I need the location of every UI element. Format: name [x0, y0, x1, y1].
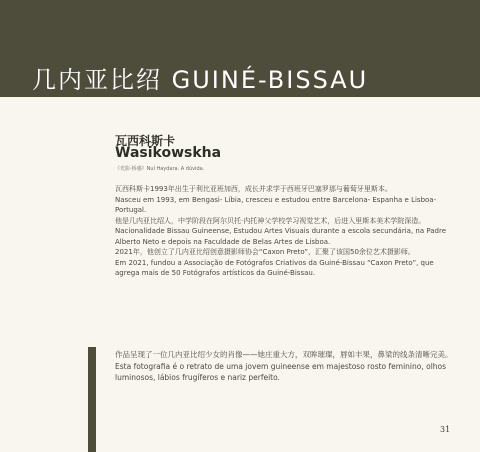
artist-name-chinese: 瓦西科斯卡 — [115, 134, 176, 148]
bio-education-pt: Nacionalidade Bissau Guineense, Estudou Artes Visuais durante a escola secundária, na Padre Alberto Neto e depois na Faculdade de Belas Artes de Lisboa. — [115, 227, 447, 246]
page-title: 几内亚比绍 GUINÉ-BISSAU — [32, 66, 369, 94]
artwork-description — [115, 349, 460, 384]
bio-birth-pt: Nasceu em 1993, em Bengasi- Líbia, cresceu e estudou entre Barcelona- Espanha e Lisboa-Portugal. — [115, 195, 437, 214]
artwork-caption: 《光影·桥感》Nuí Haydara. A dúvida. — [115, 166, 205, 172]
bio-education-cn: 他是几内亚比绍人，中学阶段在阿尔贝托·内托神父学校学习视觉艺术，后进入里斯本美术学院深造。 — [115, 216, 426, 225]
header-band — [0, 0, 480, 97]
artist-biography — [115, 184, 460, 279]
description-pt: Esta fotografia é o retrato de uma jovem guineense em majestoso rosto feminino, olhos luminosos, lábios frugíferos e nariz perfeito. — [115, 361, 447, 382]
bio-birth-cn: 瓦西科斯卡1993年出生于利比亚班加西，成长并求学于西班牙巴塞罗那与葡萄牙里斯本。 — [115, 185, 392, 193]
bio-association-pt: Em 2021, fundou a Associação de Fotógrafos Criativos da Guiné-Bissau “Caxon Preto”, que agrega mais de 50 Fotógrafos artísticos da Guiné-Bissau. — [115, 258, 434, 277]
artist-name: Wasikowskha — [115, 145, 222, 161]
bio-association-cn: 2021年，他创立了几内亚比绍创意摄影师协会“Caxon Preto”，汇聚了该国50余位艺术摄影师。 — [115, 248, 415, 256]
accent-side-bar — [88, 347, 96, 452]
page-number: 31 — [440, 425, 451, 434]
description-cn: 作品呈现了一位几内亚比绍少女的肖像——她庄重大方，双眸璀璨，唇如丰果，鼻梁的线条清晰完美。 — [115, 350, 453, 359]
